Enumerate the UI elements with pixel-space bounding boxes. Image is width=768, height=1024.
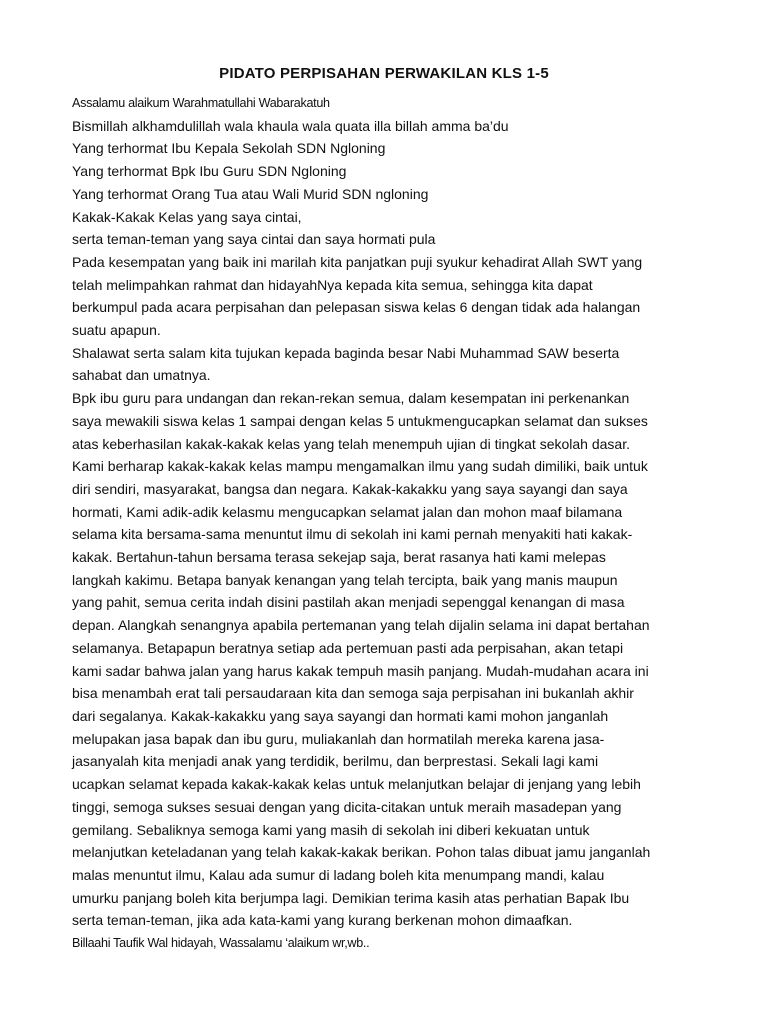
text-line: Bismillah alkhamdulillah wala khaula wala quata illa billah amma ba’du xyxy=(72,117,509,134)
text-line: telah melimpahkan rahmat dan hidayahNya kepada kita semua, sehingga kita dapat xyxy=(72,276,593,293)
text-line: hormati, Kami adik-adik kelasmu mengucapkan selamat jalan dan mohon maaf bilamana xyxy=(72,503,623,520)
text-line: dari segalanya. Kakak-kakakku yang saya sayangi dan hormati kami mohon janganlah xyxy=(72,707,609,724)
text-line: selama kita bersama-sama menuntut ilmu di sekolah ini kami pernah menyakiti hati kakak- xyxy=(72,526,633,543)
text-line: yang pahit, semua cerita indah disini pastilah akan menjadi sepenggal kenangan di masa xyxy=(72,594,625,611)
text-line: diri sendiri, masyarakat, bangsa dan negara. Kakak-kakakku yang saya sayangi dan saya xyxy=(72,480,628,497)
text-line: kakak. Bertahun-tahun bersama terasa sekejap saja, berat rasanya hati kami melepas xyxy=(72,549,606,566)
text-line: ucapkan selamat kepada kakak-kakak kelas untuk melanjutkan belajar di jenjang yang lebih xyxy=(72,776,641,793)
document-body xyxy=(72,92,712,955)
text-line: Pada kesempatan yang baik ini marilah kita panjatkan puji syukur kehadirat Allah SWT yang xyxy=(72,253,643,270)
text-line: melupakan jasa bapak dan ibu guru, muliakanlah dan hormatilah mereka karena jasa- xyxy=(72,730,605,747)
text-line: berkumpul pada acara perpisahan dan pelepasan siswa kelas 6 dengan tidak ada halangan xyxy=(72,299,641,316)
text-line: langkah kakimu. Betapa banyak kenangan yang telah tercipta, baik yang manis maupun xyxy=(72,571,618,588)
text-line: Yang terhormat Orang Tua atau Wali Murid SDN ngloning xyxy=(72,185,429,202)
text-line: atas keberhasilan kakak-kakak kelas yang telah menempuh ujian di tingkat sekolah dasar. xyxy=(72,435,630,452)
text-line: Yang terhormat Bpk Ibu Guru SDN Ngloning xyxy=(72,163,347,180)
text-line: Bpk ibu guru para undangan dan rekan-rekan semua, dalam kesempatan ini perkenankan xyxy=(72,390,630,407)
text-line: Kami berharap kakak-kakak kelas mampu mengamalkan ilmu yang sudah dimiliki, baik untuk xyxy=(72,458,648,475)
text-line: jasanyalah kita menjadi anak yang terdidik, berilmu, dan berprestasi. Sekali lagi kami xyxy=(72,753,599,770)
text-line: serta teman-teman, jika ada kata-kami yang kurang berkenan mohon dimaafkan. xyxy=(72,912,573,929)
text-line: depan. Alangkah senangnya apabila pertemanan yang telah dijalin selama ini dapat bertahan xyxy=(72,617,650,634)
text-line: saya mewakili siswa kelas 1 sampai dengan kelas 5 untukmengucapkan selamat dan sukses xyxy=(72,412,648,429)
text-line: tinggi, semoga sukses sesuai dengan yang dicita-citakan untuk meraih masadepan yang xyxy=(72,798,622,815)
text-line: Kakak-Kakak Kelas yang saya cintai, xyxy=(72,208,302,225)
text-line: serta teman-teman yang saya cintai dan saya hormati pula xyxy=(72,231,436,248)
text-line: malas menuntut ilmu, Kalau ada sumur di ladang boleh kita menumpang mandi, kalau xyxy=(72,866,605,883)
text-line: suatu apapun. xyxy=(72,322,161,339)
text-line: sahabat dan umatnya. xyxy=(72,367,211,384)
text-line: umurku panjang boleh kita berjumpa lagi. Demikian terima kasih atas perhatian Bapak Ibu xyxy=(72,889,630,906)
text-line: Shalawat serta salam kita tujukan kepada baginda besar Nabi Muhammad SAW beserta xyxy=(72,344,620,361)
text-line: melanjutkan keteladanan yang telah kakak-kakak berikan. Pohon talas dibuat jamu janganlah xyxy=(72,844,651,861)
text-line: bisa menambah erat tali persaudaraan kita dan semoga saja perpisahan ini bukanlah akhir xyxy=(72,685,634,702)
greeting-line: Assalamu alaikum Warahmatullahi Wabarakatuh xyxy=(72,96,330,110)
text-line: gemilang. Sebaliknya semoga kami yang masih di sekolah ini diberi kekuatan untuk xyxy=(72,821,590,838)
text-line: selamanya. Betapapun beratnya setiap ada pertemuan pasti ada perpisahan, akan tetapi xyxy=(72,639,624,656)
text-line: Yang terhormat Ibu Kepala Sekolah SDN Ngloning xyxy=(72,140,386,157)
text-line: kami sadar bahwa jalan yang harus kakak tempuh masih panjang. Mudah-mudahan acara ini xyxy=(72,662,649,679)
document-title: PIDATO PERPISAHAN PERWAKILAN KLS 1-5 xyxy=(219,65,549,82)
closing-line: Billaahi Taufik Wal hidayah, Wassalamu ‘alaikum wr,wb.. xyxy=(72,936,370,951)
